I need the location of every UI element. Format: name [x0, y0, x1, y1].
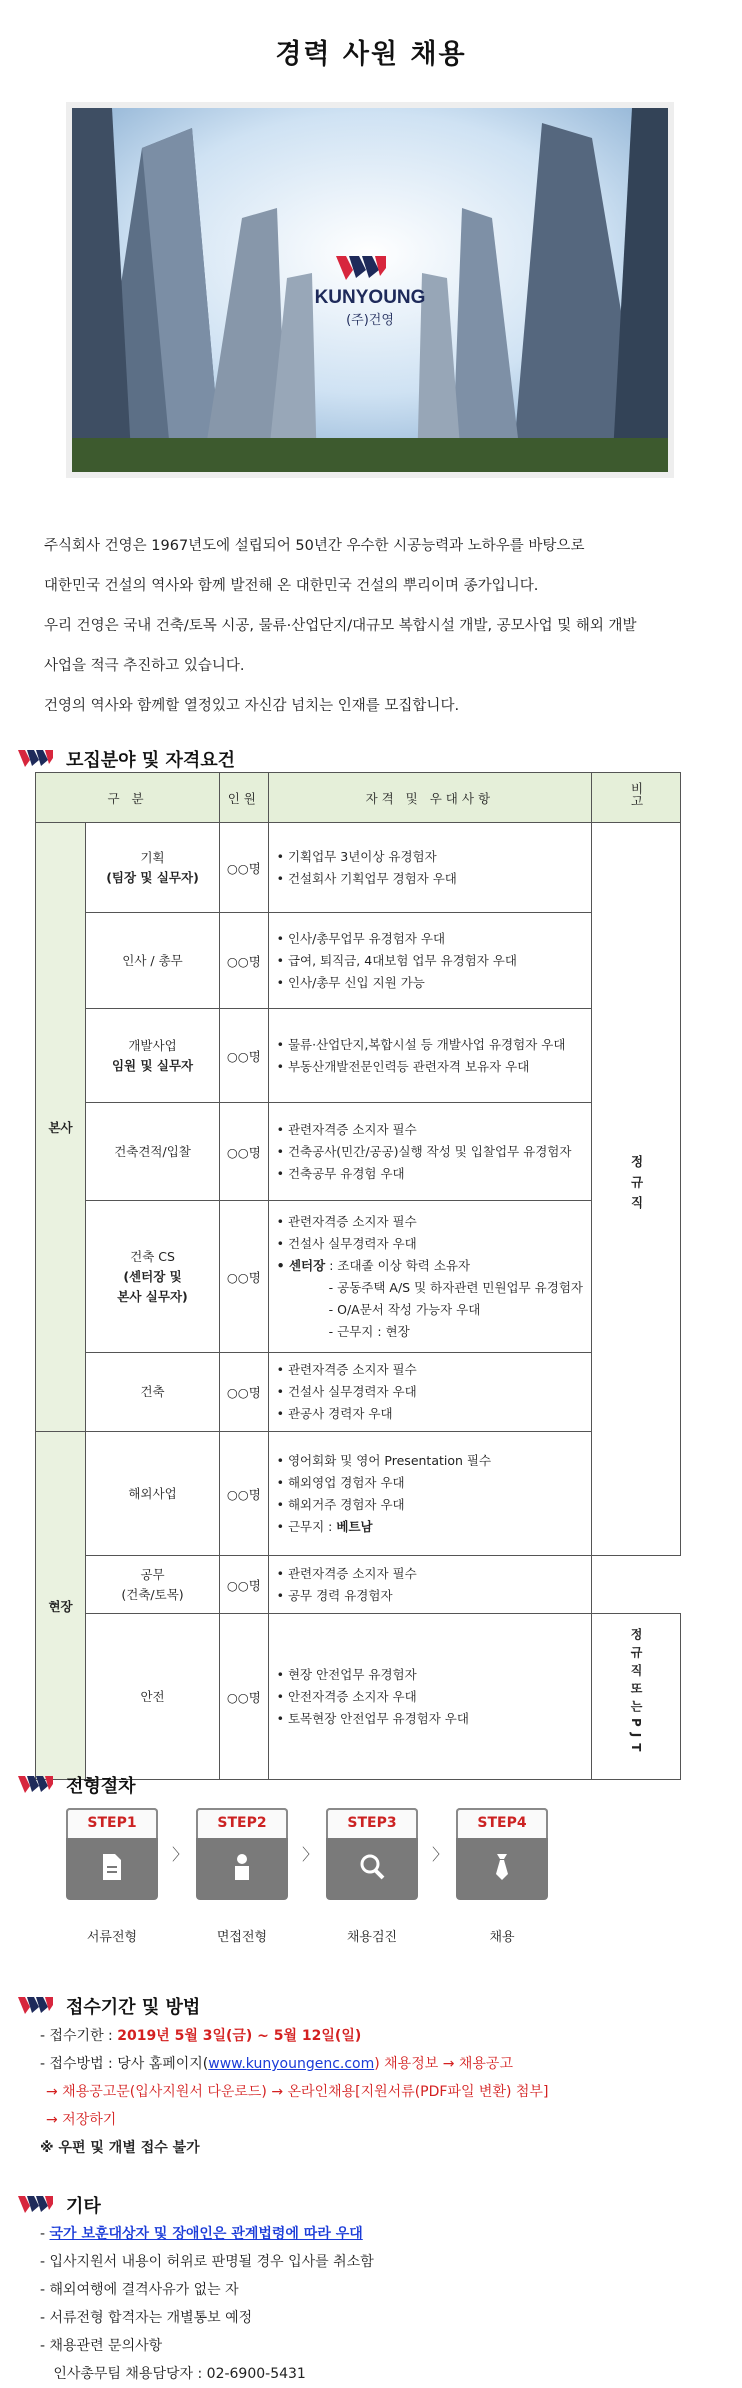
period-info — [40, 2022, 548, 2162]
etc-item: - 해외여행에 결격사유가 없는 자 — [40, 2282, 239, 2298]
table-row — [36, 1201, 681, 1353]
section-title: 전형절차 — [66, 1776, 136, 1797]
tie-icon — [489, 1852, 515, 1882]
step-arrow: 〉 — [432, 1845, 449, 1864]
requirements-cell: • 관련자격증 소지자 필수 • 건설사 실무경력자 우대 • 관공사 경력자 우대 — [268, 1353, 591, 1432]
notice-line: ※ 우편 및 개별 접수 불가 — [40, 2140, 200, 2156]
division-hq: 본사 — [36, 823, 86, 1432]
count-cell: ○○명 — [220, 1353, 269, 1432]
document-icon — [99, 1852, 125, 1882]
note-regular: 정규직 — [591, 823, 680, 1556]
section-recruit — [18, 746, 235, 772]
count-cell: ○○명 — [220, 1103, 269, 1201]
header-note: 비고 — [591, 773, 680, 823]
hero-logo-en: KUNYOUNG — [314, 287, 426, 308]
step-3 — [326, 1808, 418, 1900]
requirements-cell: • 기획업무 3년이상 유경험자 • 건설회사 기획업무 경험자 우대 — [268, 823, 591, 913]
page-title: 경력 사원 채용 — [275, 39, 467, 70]
method-line-3: → 저장하기 — [46, 2112, 117, 2128]
count-cell: ○○명 — [220, 1201, 269, 1353]
count-cell: ○○명 — [220, 1009, 269, 1103]
table-row — [36, 1432, 681, 1556]
etc-item: 인사총무팀 채용담당자 : 02-6900-5431 — [40, 2366, 306, 2382]
table-header-row — [36, 773, 681, 823]
table-row — [36, 1009, 681, 1103]
step-arrow: 〉 — [172, 1845, 189, 1864]
intro-line: 주식회사 건영은 1967년도에 설립되어 50년간 우수한 시공능력과 노하우를 바탕으로 — [44, 538, 585, 554]
intro-line: 대한민국 건설의 역사와 함께 발전해 온 대한민국 건설의 뿌리이며 종가입니다. — [44, 578, 539, 594]
requirements-cell: • 관련자격증 소지자 필수 • 공무 경력 유경험자 — [268, 1556, 591, 1614]
recruit-table — [35, 772, 681, 1780]
person-icon — [229, 1852, 255, 1882]
step-name: 면접전형 — [216, 1930, 268, 1945]
count-cell: ○○명 — [220, 1556, 269, 1614]
count-cell: ○○명 — [220, 913, 269, 1009]
step-4 — [456, 1808, 548, 1900]
etc-info — [40, 2220, 374, 2388]
section-period — [18, 1993, 200, 2019]
hero-logo-kr: (주)건영 — [346, 313, 394, 328]
note-safety: 정규직또는PJT — [591, 1614, 680, 1780]
homepage-link[interactable]: www.kunyoungenc.com — [208, 2056, 375, 2072]
step-label: STEP4 — [456, 1808, 548, 1838]
requirements-cell: • 영어회화 및 영어 Presentation 필수 • 해외영업 경험자 우대 • 해외거주 경험자 우대 • 근무지 : 베트남 — [268, 1432, 591, 1556]
brand-mark-icon — [18, 1997, 54, 2015]
category-cell: 기획 (팀장 및 실무자) — [86, 823, 220, 913]
intro-line: 사업을 적극 추진하고 있습니다. — [44, 658, 245, 674]
step-name: 서류전형 — [86, 1930, 138, 1945]
step-label: STEP2 — [196, 1808, 288, 1838]
brand-mark-icon — [18, 750, 54, 768]
section-title: 기타 — [66, 2196, 101, 2217]
step-2 — [196, 1808, 288, 1900]
etc-item: - 채용관련 문의사항 — [40, 2338, 163, 2354]
header-division: 구 분 — [36, 773, 220, 823]
header-requirements: 자격 및 우대사항 — [268, 773, 591, 823]
division-site: 현장 — [36, 1432, 86, 1780]
etc-item: - 입사지원서 내용이 허위로 판명될 경우 입사를 취소함 — [40, 2254, 374, 2270]
intro-line: 우리 건영은 국내 건축/토목 시공, 물류·산업단지/대규모 복합시설 개발, 공모사업 및 해외 개발 — [44, 618, 637, 634]
requirements-cell: • 물류·산업단지,복합시설 등 개발사업 유경험자 우대 • 부동산개발전문인력등 관련자격 보유자 우대 — [268, 1009, 591, 1103]
requirements-cell: • 인사/총무업무 유경험자 우대 • 급여, 퇴직금, 4대보험 업무 유경험자 우대 • 인사/총무 신입 지원 가능 — [268, 913, 591, 1009]
step-label: STEP3 — [326, 1808, 418, 1838]
section-process — [18, 1772, 136, 1798]
table-row — [36, 1353, 681, 1432]
table-row — [36, 1556, 681, 1614]
process-steps — [66, 1808, 566, 1945]
count-cell: ○○명 — [220, 1614, 269, 1780]
category-cell: 건축견적/입찰 — [86, 1103, 220, 1201]
section-etc — [18, 2192, 101, 2218]
step-1 — [66, 1808, 158, 1900]
intro-line: 건영의 역사와 함께할 열정있고 자신감 넘치는 인재를 모집합니다. — [44, 698, 460, 714]
magnifier-icon — [359, 1852, 385, 1882]
etc-item: - 국가 보훈대상자 및 장애인은 관계법령에 따라 우대 — [40, 2226, 363, 2242]
brand-mark-icon — [18, 2196, 54, 2214]
requirements-cell: • 현장 안전업무 유경험자 • 안전자격증 소지자 우대 • 토목현장 안전업무 유경험자 우대 — [268, 1614, 591, 1780]
table-row — [36, 1614, 681, 1780]
header-count: 인원 — [220, 773, 269, 823]
deadline-dates: 2019년 5월 3일(금) ~ 5월 12일(일) — [117, 2028, 362, 2044]
table-row — [36, 823, 681, 913]
category-cell: 건축 CS (센터장 및 본사 실무자) — [86, 1201, 220, 1353]
category-cell: 개발사업 임원 및 실무자 — [86, 1009, 220, 1103]
method-line: - 접수방법 : 당사 홈페이지(www.kunyoungenc.com) 채용정보 → 채용공고 — [40, 2056, 513, 2072]
section-title: 접수기간 및 방법 — [66, 1997, 201, 2018]
requirements-cell: • 관련자격증 소지자 필수 • 건축공사(민간/공공)실행 작성 및 입찰업무 유경험자 • 건축공무 유경험 우대 — [268, 1103, 591, 1201]
category-cell: 안전 — [86, 1614, 220, 1780]
step-arrow: 〉 — [302, 1845, 319, 1864]
category-cell: 인사 / 총무 — [86, 913, 220, 1009]
deadline-line: - 접수기한 : 2019년 5월 3일(금) ~ 5월 12일(일) — [40, 2028, 362, 2044]
count-cell: ○○명 — [220, 1432, 269, 1556]
veteran-priority: 국가 보훈대상자 및 장애인은 관계법령에 따라 우대 — [49, 2226, 363, 2242]
step-name: 채용 — [489, 1930, 515, 1945]
category-cell: 해외사업 — [86, 1432, 220, 1556]
method-line-2: → 채용공고문(입사지원서 다운로드) → 온라인채용[지원서류(PDF파일 변환) 첨부] — [46, 2084, 549, 2100]
etc-item: - 서류전형 합격자는 개별통보 예정 — [40, 2310, 253, 2326]
step-name: 채용검진 — [346, 1930, 398, 1945]
step-label: STEP1 — [66, 1808, 158, 1838]
table-row — [36, 913, 681, 1009]
hero-image — [66, 102, 674, 478]
category-cell: 공무 (건축/토목) — [86, 1556, 220, 1614]
brand-mark-icon — [18, 1776, 54, 1794]
section-title: 모집분야 및 자격요건 — [66, 750, 236, 771]
intro-text — [44, 526, 714, 726]
table-row — [36, 1103, 681, 1201]
category-cell: 건축 — [86, 1353, 220, 1432]
count-cell: ○○명 — [220, 823, 269, 913]
requirements-cell: • 관련자격증 소지자 필수 • 건설사 실무경력자 우대 • 센터장 : 조대졸 이상 학력 소유자 - 공동주택 A/S 및 하자관련 민원업무 유경험자 - O/A문서 작성 가능자 우대 - 근무지 : 현장 — [268, 1201, 591, 1353]
